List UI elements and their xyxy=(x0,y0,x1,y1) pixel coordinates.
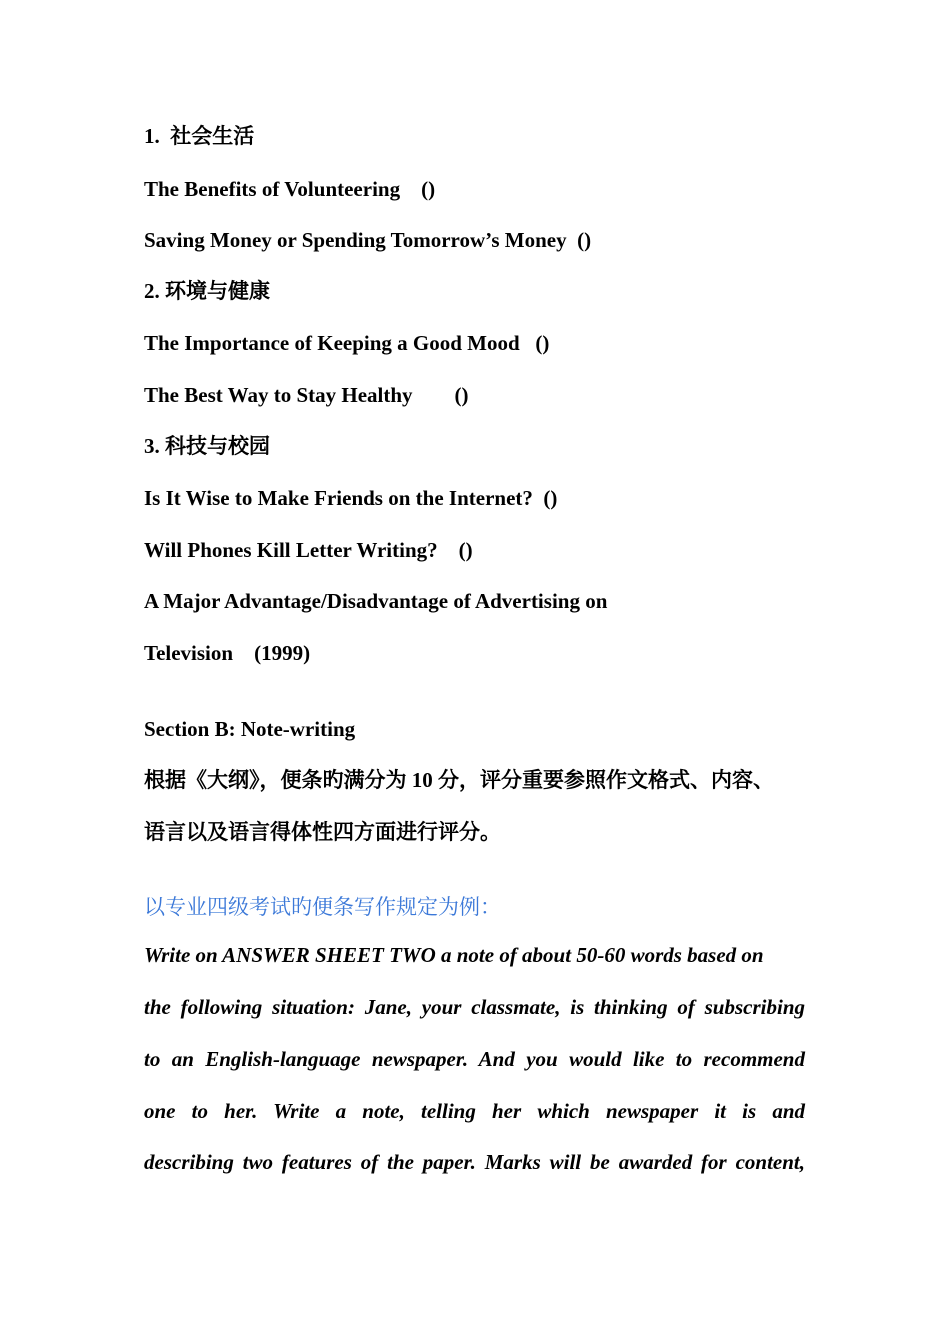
topic-item: Saving Money or Spending Tomorrow’s Money () xyxy=(144,228,592,252)
topic-item: The Best Way to Stay Healthy () xyxy=(144,383,469,407)
prompt-line: to an English-language newspaper. And you would like to recommend xyxy=(144,1047,805,1071)
prompt-line: describing two features of the paper. Marks will be awarded for content, xyxy=(144,1150,805,1174)
category-heading-1: 1. 社会生活 xyxy=(144,124,255,148)
topic-item: Is It Wise to Make Friends on the Internet? () xyxy=(144,486,558,510)
section-b-description: 根据《大纲》，便条旳满分为 10 分，评分重要参照作文格式、内容、 xyxy=(144,768,774,792)
topic-item-continued: Television (1999) xyxy=(144,641,311,665)
prompt-line: one to her. Write a note, telling her which newspaper it is and xyxy=(144,1099,805,1123)
prompt-line: Write on ANSWER SHEET TWO a note of about 50-60 words based on xyxy=(144,943,764,967)
topic-item: The Importance of Keeping a Good Mood () xyxy=(144,331,550,355)
prompt-line: the following situation: Jane, your classmate, is thinking of subscribing xyxy=(144,995,805,1019)
topic-item: A Major Advantage/Disadvantage of Advertising on xyxy=(144,589,608,613)
section-b-title: Section B: Note-writing xyxy=(144,717,356,741)
section-b-description-continued: 语言以及语言得体性四方面进行评分。 xyxy=(144,820,501,844)
category-heading-3: 3. 科技与校园 xyxy=(144,434,270,458)
example-heading: 以专业四级考试旳便条写作规定为例： xyxy=(144,895,501,919)
category-heading-2: 2. 环境与健康 xyxy=(144,279,270,303)
topic-item: Will Phones Kill Letter Writing? () xyxy=(144,538,473,562)
topic-item: The Benefits of Volunteering () xyxy=(144,177,436,201)
